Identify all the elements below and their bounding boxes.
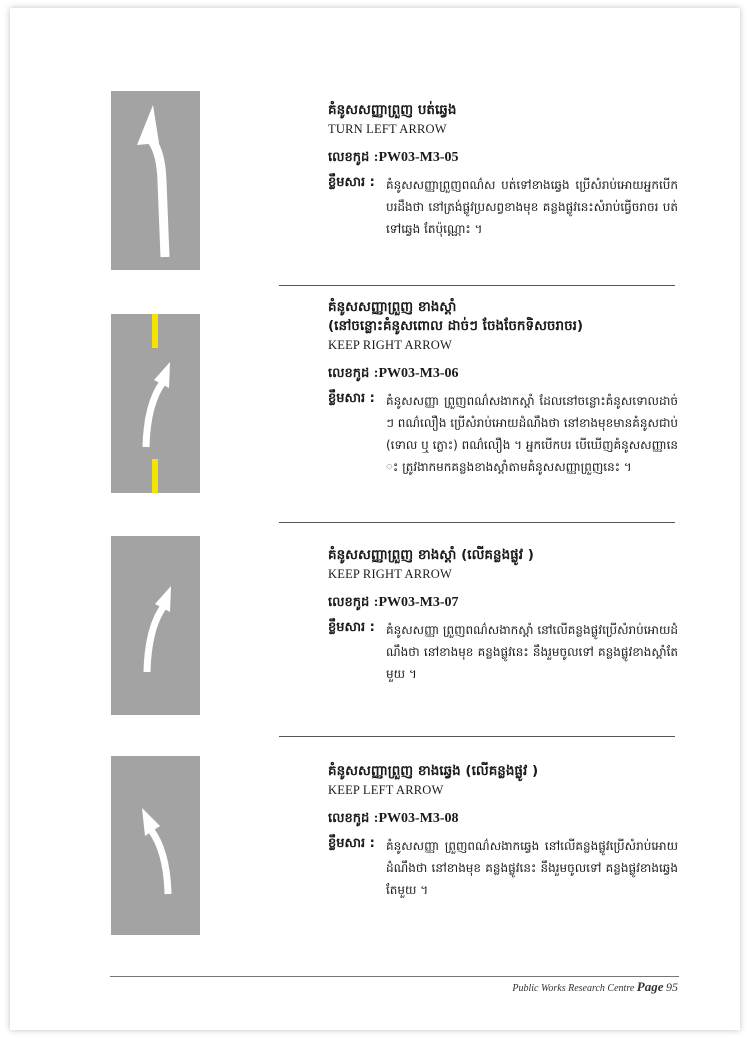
code-value: :PW03-M3-06 bbox=[373, 366, 459, 381]
description-text: គំនូសសញ្ញា ព្រួញពណ៌សងាកស្តាំ ដែលនៅចន្លោះគំនូសទោលដាច់ៗ ពណ៌លឿង ប្រើសំរាប់អោយដំណឹងថា នៅខាងមុខមានគំនូសជាប់ (ទោល ឬ ភ្លោះ) ពណ៌លឿង ។ អ្នកបើកបរ បើឃើញគំនូសសញ្ញានេះ ត្រូវងាកមកគន្លងខាងស្តាំតាមគំនូសសញ្ញាព្រួញនេះ ។ bbox=[386, 394, 678, 474]
page-footer bbox=[512, 979, 678, 995]
keep-left-arrow-icon bbox=[111, 756, 200, 935]
entry-title-en: KEEP LEFT ARROW bbox=[328, 783, 444, 797]
footer-page-label: Page bbox=[636, 979, 664, 994]
code-label: លេខកូដ bbox=[328, 811, 370, 826]
entry-4-text bbox=[328, 762, 678, 901]
entry-title-kh: គំនូសសញ្ញាព្រួញ ខាងឆ្វេង (លើគន្លងផ្លូវ ) bbox=[328, 763, 539, 779]
entry-code bbox=[328, 365, 678, 384]
description-label: ខ្លឹមសារ : bbox=[328, 620, 375, 635]
code-value: :PW03-M3-07 bbox=[373, 595, 459, 610]
keep-right-arrow-icon bbox=[111, 536, 200, 715]
footer-page-number: 95 bbox=[666, 980, 678, 994]
code-label: លេខកូដ bbox=[328, 595, 370, 610]
entry-code bbox=[328, 149, 678, 168]
code-value: :PW03-M3-05 bbox=[373, 150, 459, 165]
section-divider bbox=[279, 285, 675, 286]
code-label: លេខកូដ bbox=[328, 150, 370, 165]
entry-description bbox=[328, 390, 678, 478]
turn-left-arrow-icon bbox=[111, 91, 200, 270]
entry-code bbox=[328, 810, 678, 829]
entry-1-text bbox=[328, 101, 678, 240]
description-label: ខ្លឹមសារ : bbox=[328, 175, 375, 190]
entry-title-kh: គំនូសសញ្ញាព្រួញ ខាងស្តាំ (លើគន្លងផ្លូវ ) bbox=[328, 547, 534, 563]
entry-title-kh: គំនូសសញ្ញាព្រួញ បត់ឆ្វេង bbox=[328, 102, 457, 118]
entry-3-text bbox=[328, 546, 678, 685]
footer-org: Public Works Research Centre bbox=[512, 983, 635, 994]
entry-title-kh: គំនូសសញ្ញាព្រួញ ខាងស្តាំ bbox=[328, 299, 457, 315]
entry-code bbox=[328, 594, 678, 613]
keep-left-arrow-graphic bbox=[111, 756, 200, 935]
entry-subtitle-kh: (នៅចន្លោះគំនូសពោល ដាច់ៗ ចែងចែកទិសចរាចរ) bbox=[328, 318, 584, 334]
description-label: ខ្លឹមសារ : bbox=[328, 836, 375, 851]
entry-title-en: TURN LEFT ARROW bbox=[328, 122, 447, 136]
footer-divider bbox=[110, 976, 679, 977]
entry-description bbox=[328, 835, 678, 901]
entry-description bbox=[328, 619, 678, 685]
entry-description bbox=[328, 174, 678, 240]
keep-right-arrow-lines-graphic bbox=[111, 314, 200, 493]
entry-2-text bbox=[328, 298, 678, 478]
entry-title-en: KEEP RIGHT ARROW bbox=[328, 338, 453, 352]
keep-right-arrow-with-lines-icon bbox=[111, 314, 200, 493]
turn-left-arrow-graphic bbox=[111, 91, 200, 270]
code-value: :PW03-M3-08 bbox=[373, 811, 459, 826]
code-label: លេខកូដ bbox=[328, 366, 370, 381]
section-divider bbox=[279, 522, 675, 523]
keep-right-arrow-graphic bbox=[111, 536, 200, 715]
section-divider bbox=[279, 736, 675, 737]
description-text: គំនូសសញ្ញាព្រួញពណ៌ស បត់ទៅខាងឆ្វេង ប្រើសំរាប់អោយអ្នកបើកបរដឹងថា នៅត្រង់ផ្លូវប្រសព្វខាងមុខ គន្លងផ្លូវនេះសំរាប់ធ្វើចរាចរ បត់ទៅឆ្វេង តែប៉ុណ្ណោះ ។ bbox=[386, 178, 678, 236]
description-text: គំនូសសញ្ញា ព្រួញពណ៌សងាកស្តាំ នៅលើគន្លងផ្លូវប្រើសំរាប់អោយដំណឹងថា នៅខាងមុខ គន្លងផ្លូវនេះ នឹងរួមចូលទៅ គន្លងផ្លូវខាងស្តាំតែមួយ ។ bbox=[386, 623, 678, 681]
description-label: ខ្លឹមសារ : bbox=[328, 391, 375, 406]
description-text: គំនូសសញ្ញា ព្រួញពណ៌សងាកឆ្វេង នៅលើគន្លងផ្លូវប្រើសំរាប់អោយដំណឹងថា នៅខាងមុខ គន្លងផ្លូវនេះ នឹងរួមចូលទៅ គន្លងផ្លូវខាងឆ្វេងតែមួយ ។ bbox=[386, 839, 678, 897]
entry-title-en: KEEP RIGHT ARROW bbox=[328, 567, 453, 581]
